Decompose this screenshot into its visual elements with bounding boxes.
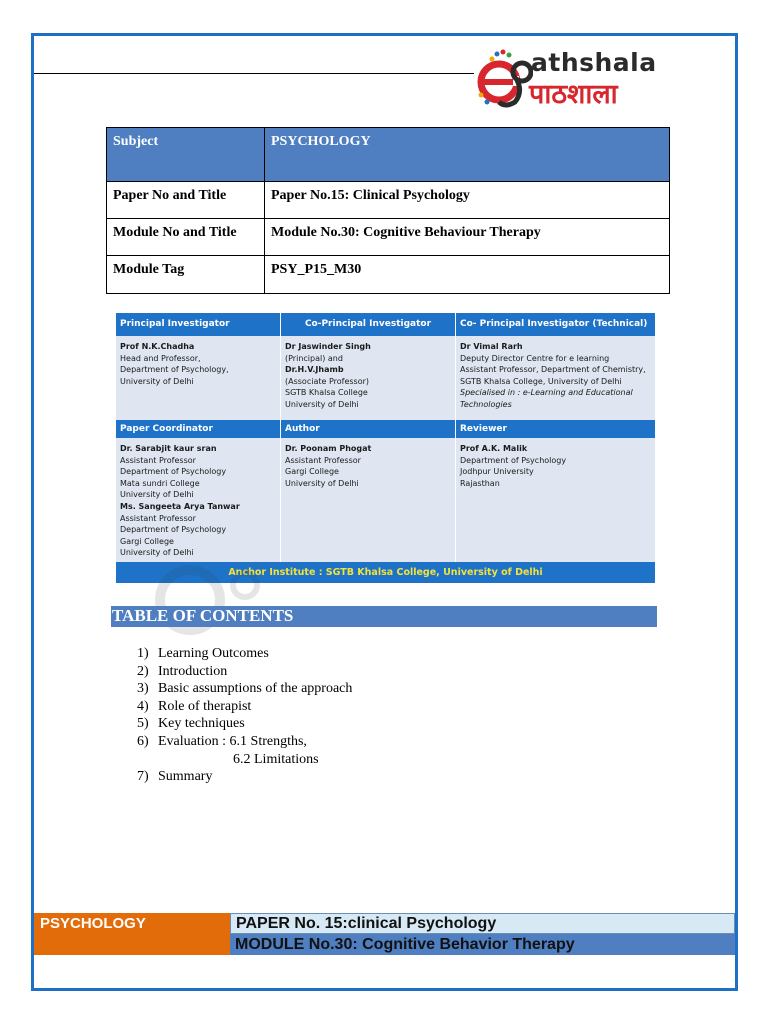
list-item	[137, 663, 352, 681]
credits-panel	[116, 313, 655, 583]
module-tag-value: PSY_P15_M30	[265, 256, 670, 294]
coordinator-name-1: Dr. Sarabjit kaur sran	[120, 444, 217, 453]
watermark-graphic-icon	[150, 560, 270, 640]
module-info-table	[106, 127, 670, 294]
copi-details-2: (Associate Professor) SGTB Khalsa College University of Delhi	[285, 376, 370, 409]
module-tag-label: Module Tag	[107, 256, 265, 294]
table-row	[107, 256, 670, 294]
coordinator-details-2: Assistant Professor Department of Psychology Gargi College University of Delhi	[120, 513, 227, 558]
module-label: Module No and Title	[107, 219, 265, 256]
toc-list	[137, 645, 352, 786]
header-paper-coordinator: Paper Coordinator	[116, 420, 280, 438]
list-item	[137, 768, 352, 786]
list-item	[137, 645, 352, 663]
footer-paper: PAPER No. 15:clinical Psychology	[230, 913, 735, 934]
table-row	[107, 219, 670, 256]
copi-cell	[281, 337, 455, 415]
footer-module: MODULE No.30: Cognitive Behavior Therapy	[230, 934, 735, 955]
pi-cell	[116, 337, 280, 391]
list-item	[137, 680, 352, 698]
reviewer-cell	[456, 439, 655, 493]
toc-text: Introduction	[158, 663, 228, 679]
toc-number: 6)	[137, 733, 149, 749]
copi-name-1: Dr Jaswinder Singh	[285, 342, 371, 351]
coordinator-name-2: Ms. Sangeeta Arya Tanwar	[120, 501, 240, 511]
author-cell	[281, 439, 455, 493]
paper-label: Paper No and Title	[107, 182, 265, 219]
header-principal-investigator: Principal Investigator	[116, 313, 280, 336]
e-logo-icon	[475, 46, 533, 108]
header-author: Author	[281, 420, 455, 438]
toc-title: TABLE OF CONTENTS	[112, 606, 294, 625]
toc-text: Role of therapist	[158, 698, 252, 714]
reviewer-details: Department of Psychology Jodhpur University Rajasthan	[460, 455, 567, 488]
anchor-institute-bar: Anchor Institute : SGTB Khalsa College, University of Delhi	[116, 562, 655, 583]
copi-tech-name: Dr Vimal Rarh	[460, 342, 523, 351]
copi-name-2: Dr.H.V.Jhamb	[285, 365, 344, 375]
toc-number: 5)	[137, 716, 149, 732]
toc-number: 2)	[137, 663, 149, 679]
header-co-principal-investigator: Co-Principal Investigator	[281, 313, 455, 336]
pi-details: Head and Professor, Department of Psychology, University of Delhi	[120, 353, 229, 386]
toc-text: Evaluation : 6.1 Strengths,	[158, 733, 307, 749]
toc-text: Basic assumptions of the approach	[158, 681, 353, 697]
module-value: Module No.30: Cognitive Behaviour Therapy	[265, 219, 670, 256]
copi-details-1: (Principal) and	[285, 353, 343, 363]
toc-text: Key techniques	[158, 716, 245, 732]
paper-value: Paper No.15: Clinical Psychology	[265, 182, 670, 219]
coordinator-details-1: Assistant Professor Department of Psychology Mata sundri College University of Delhi	[120, 455, 227, 500]
list-item	[137, 715, 352, 733]
table-row	[107, 128, 670, 182]
pi-name: Prof N.K.Chadha	[120, 342, 195, 351]
author-name: Dr. Poonam Phogat	[285, 444, 372, 453]
table-row	[107, 182, 670, 219]
copi-tech-details: Deputy Director Centre for e learning Assistant Professor, Department of Chemistry, SGTB Khalsa College, University of Delhi	[460, 353, 646, 386]
subject-value: PSYCHOLOGY	[265, 128, 670, 182]
coordinator-cell	[116, 439, 280, 563]
toc-sub-item: 6.2 Limitations	[233, 751, 319, 767]
header-co-pi-technical: Co- Principal Investigator (Technical)	[456, 313, 655, 336]
logo-text-hindi: पाठशाला	[529, 79, 618, 110]
header-reviewer: Reviewer	[456, 420, 655, 438]
toc-number: 3)	[137, 681, 149, 697]
toc-number: 7)	[137, 769, 149, 785]
toc-number: 4)	[137, 698, 149, 714]
copi-tech-specialised: Specialised in : e-Learning and Educational Technologies	[460, 388, 633, 409]
list-item	[137, 698, 352, 716]
toc-text: Learning Outcomes	[158, 646, 269, 661]
copi-tech-cell	[456, 337, 655, 415]
list-item	[137, 733, 352, 751]
subject-label: Subject	[107, 128, 265, 182]
logo-text-english: athshala	[531, 48, 657, 77]
toc-number: 1)	[137, 646, 149, 661]
author-details: Assistant Professor Gargi College University of Delhi	[285, 455, 361, 488]
header-rule	[34, 73, 474, 74]
toc-text: Summary	[158, 769, 213, 785]
reviewer-name: Prof A.K. Malik	[460, 444, 528, 453]
footer-subject: PSYCHOLOGY	[34, 913, 230, 955]
epathshala-logo	[473, 42, 713, 114]
